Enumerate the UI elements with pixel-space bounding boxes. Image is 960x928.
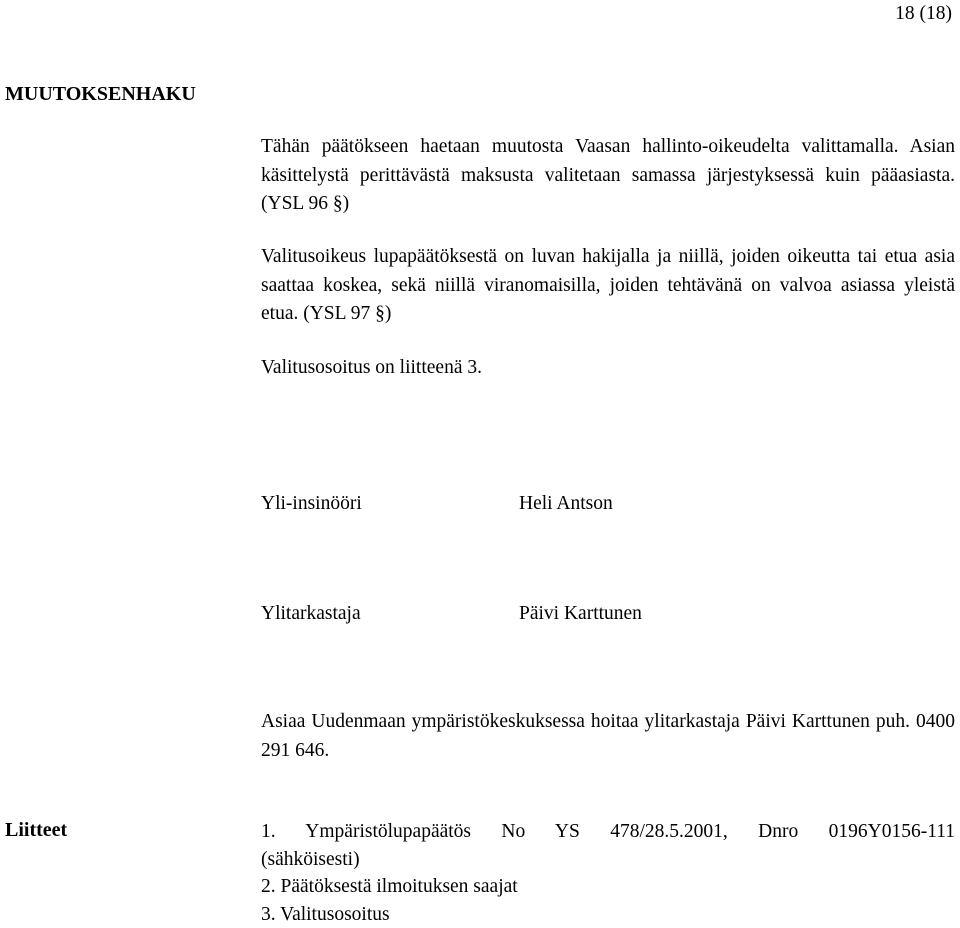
contact-paragraph: Asiaa Uudenmaan ympäristökeskuksessa hoitaa ylitarkastaja Päivi Karttunen puh. 0400 291 646. [261,708,955,765]
section-heading-appeal: MUUTOKSENHAKU [5,82,196,106]
appeal-paragraph-1: Tähän päätökseen haetaan muutosta Vaasan hallinto-oikeudelta valittamalla. Asian käsittelystä perittävästä maksusta valitetaan samassa järjestyksessä kuin pääasiasta. (YSL 96 §) [261,133,955,219]
attachments-label: Liitteet [5,818,67,842]
attachment-item: 1. Ympäristölupapäätös No YS 478/28.5.2001, Dnro 0196Y0156-111 [261,818,955,846]
signer-1-title: Yli-insinööri [261,492,362,516]
attachment-item: 2. Päätöksestä ilmoituksen saajat [261,873,955,901]
signer-2-title: Ylitarkastaja [261,602,361,626]
page-number: 18 (18) [895,2,952,26]
appeal-paragraph-3: Valitusosoitus on liitteenä 3. [261,354,955,383]
attachment-item: 3. Valitusosoitus [261,901,955,928]
attachments-list [261,818,955,928]
appeal-paragraph-2: Valitusoikeus lupapäätöksestä on luvan hakijalla ja niillä, joiden oikeutta tai etua asia saattaa koskea, sekä niillä viranomaisilla, joiden tehtävänä on valvoa asiassa yleistä etua. (YSL 97 §) [261,243,955,329]
signer-1-name: Heli Antson [519,492,613,516]
signer-2-name: Päivi Karttunen [519,602,642,626]
attachment-item: (sähköisesti) [261,846,955,874]
